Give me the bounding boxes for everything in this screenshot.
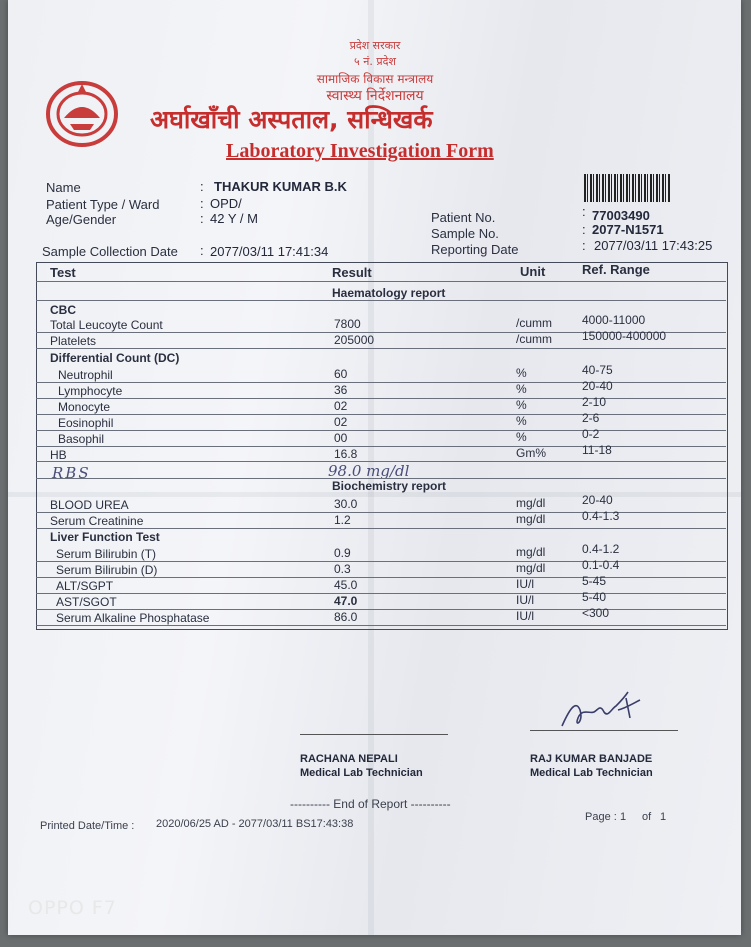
test-name: Basophil: [58, 432, 105, 446]
test-ref-range: 4000-11000: [582, 313, 646, 327]
patient-type: OPD/: [210, 196, 242, 211]
test-name: AST/SGOT: [56, 595, 117, 609]
header-result: Result: [332, 265, 372, 280]
test-name: Serum Bilirubin (T): [56, 547, 157, 561]
row-divider: [36, 577, 726, 578]
test-name: Total Leucoyte Count: [50, 318, 163, 332]
test-ref-range: 2-10: [582, 395, 607, 409]
test-result: 60: [334, 367, 348, 381]
row-divider: [36, 593, 726, 594]
header-ref-range: Ref. Range: [582, 262, 650, 277]
test-name: Neutrophil: [58, 368, 113, 382]
printed-date-label: Printed Date/Time :: [40, 820, 135, 832]
test-result: 36: [334, 383, 348, 397]
test-unit: IU/l: [516, 609, 534, 623]
section-liver-function-test: Liver Function Test: [50, 530, 160, 544]
test-result: 00: [334, 431, 348, 445]
header-unit: Unit: [520, 264, 546, 279]
header-line-2: ५ नं. प्रदेश: [354, 55, 396, 68]
page-total: 1: [660, 811, 667, 823]
row-divider: [36, 561, 726, 562]
row-divider: [36, 414, 726, 415]
government-emblem-icon: [44, 78, 120, 148]
rbs-result-handwritten: 98.0 mg/dl: [328, 462, 410, 480]
test-name: BLOOD UREA: [50, 498, 129, 512]
test-ref-range: 150000-400000: [582, 329, 667, 343]
row-divider: [36, 609, 726, 610]
row-divider: [36, 398, 726, 399]
test-unit: mg/dl: [516, 561, 546, 575]
test-unit: /cumm: [516, 332, 552, 346]
test-ref-range: 5-40: [582, 590, 607, 604]
test-ref-range: 0.4-1.3: [582, 509, 620, 523]
test-result: 0.9: [334, 546, 351, 560]
left-signatory-role: Medical Lab Technician: [300, 767, 423, 779]
header-line-1: प्रदेश सरकार: [349, 39, 401, 52]
end-of-report: ---------- End of Report ----------: [290, 797, 451, 811]
test-result: 45.0: [334, 578, 358, 592]
row-divider: [36, 382, 726, 383]
patient-name: THAKUR KUMAR B.K: [214, 179, 347, 194]
test-name: Platelets: [50, 334, 97, 348]
hospital-name: अर्घाखाँची अस्पताल, सन्धिखर्क: [150, 105, 433, 134]
barcode: [584, 174, 670, 202]
test-ref-range: 5-45: [582, 574, 607, 588]
test-name: Lymphocyte: [58, 384, 123, 398]
age-gender-label: Age/Gender: [46, 212, 117, 227]
test-unit: IU/l: [516, 593, 534, 607]
of-label: of: [642, 811, 652, 823]
sample-collection-date: 2077/03/11 17:41:34: [210, 244, 329, 259]
section-haematology: Haematology report: [332, 286, 446, 300]
hb-range: 11-18: [582, 443, 612, 457]
row-divider: [36, 512, 726, 513]
test-unit: %: [516, 414, 527, 428]
test-ref-range: 20-40: [582, 493, 613, 507]
test-result: 30.0: [334, 497, 358, 511]
row-divider: [36, 625, 726, 626]
row-divider: [36, 430, 726, 431]
row-divider: [36, 348, 726, 349]
reporting-date: 2077/03/11 17:43:25: [594, 238, 713, 253]
test-result: 02: [334, 399, 348, 413]
test-name: Serum Creatinine: [50, 514, 144, 528]
test-ref-range: 0-2: [582, 427, 600, 441]
test-unit: %: [516, 382, 527, 396]
row-divider: [36, 528, 726, 529]
section-cbc: CBC: [50, 303, 76, 317]
test-name: Serum Bilirubin (D): [56, 563, 158, 577]
test-ref-range: <300: [582, 606, 610, 620]
test-ref-range: 0.1-0.4: [582, 558, 620, 572]
hb-test: HB: [50, 448, 67, 462]
signature-image: [556, 688, 646, 736]
name-label: Name: [46, 180, 81, 195]
hb-unit: Gm%: [516, 446, 546, 460]
test-unit: mg/dl: [516, 512, 546, 526]
row-divider: [36, 446, 726, 447]
sample-no-label: Sample No.: [431, 226, 499, 241]
test-unit: %: [516, 430, 527, 444]
test-result: 7800: [334, 317, 361, 331]
section-differential-count: Differential Count (DC): [50, 351, 180, 365]
sample-collection-label: Sample Collection Date: [42, 244, 178, 259]
right-signatory-role: Medical Lab Technician: [530, 767, 653, 779]
patient-no: 77003490: [592, 208, 650, 223]
test-name: Eosinophil: [58, 416, 114, 430]
test-unit: /cumm: [516, 316, 552, 330]
test-result: 02: [334, 415, 348, 429]
test-unit: IU/l: [516, 577, 534, 591]
left-signatory-name: RACHANA NEPALI: [300, 753, 398, 765]
reporting-date-label: Reporting Date: [431, 242, 519, 257]
test-ref-range: 2-6: [582, 411, 600, 425]
form-title: Laboratory Investigation Form: [226, 140, 494, 162]
test-unit: mg/dl: [516, 496, 546, 510]
test-result: 1.2: [334, 513, 351, 527]
test-ref-range: 40-75: [582, 363, 613, 377]
sample-no: 2077-N1571: [592, 222, 664, 237]
rbs-test-handwritten: RBS: [52, 464, 91, 482]
test-result: 47.0: [334, 594, 358, 608]
patient-type-label: Patient Type / Ward: [46, 197, 160, 212]
header-test: Test: [50, 265, 76, 280]
patient-no-label: Patient No.: [431, 210, 496, 225]
hb-result: 16.8: [334, 447, 358, 461]
test-unit: %: [516, 366, 527, 380]
test-name: Monocyte: [58, 400, 111, 414]
age-gender: 42 Y / M: [210, 211, 258, 226]
page-label: Page :: [585, 811, 617, 823]
test-unit: mg/dl: [516, 545, 546, 559]
header-line-3: सामाजिक विकास मन्त्रालय: [316, 72, 434, 86]
camera-watermark: OPPO F7: [28, 897, 117, 919]
test-ref-range: 20-40: [582, 379, 613, 393]
test-result: 0.3: [334, 562, 351, 576]
right-signatory-name: RAJ KUMAR BANJADE: [530, 753, 653, 765]
page-number: 1: [620, 811, 627, 823]
test-result: 86.0: [334, 610, 358, 624]
test-ref-range: 0.4-1.2: [582, 542, 620, 556]
header-line-4: स्वास्थ्य निर्देशनालय: [326, 88, 424, 104]
test-name: Serum Alkaline Phosphatase: [56, 611, 210, 625]
printed-date-value: 2020/06/25 AD - 2077/03/11 BS17:43:38: [156, 818, 354, 830]
test-name: ALT/SGPT: [56, 579, 114, 593]
test-result: 205000: [334, 333, 375, 347]
test-unit: %: [516, 398, 527, 412]
section-biochemistry: Biochemistry report: [332, 479, 447, 493]
